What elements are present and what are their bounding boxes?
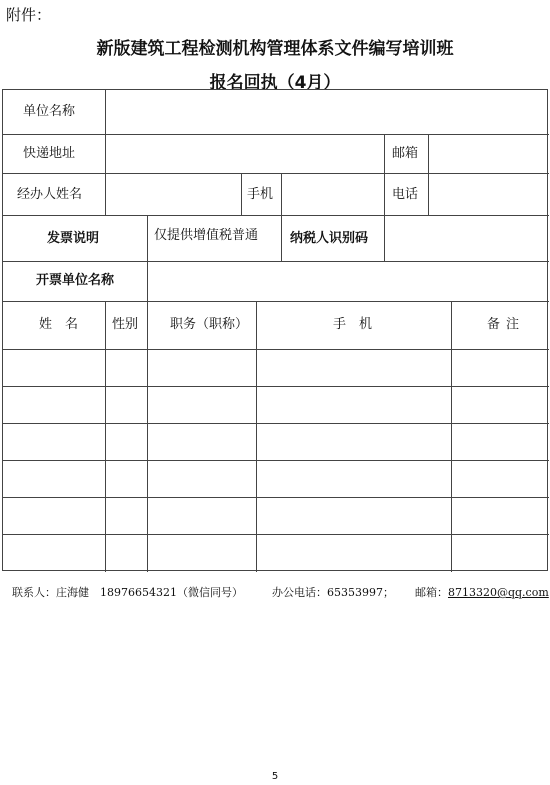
col-divider xyxy=(105,90,106,134)
label-phone: 电话 xyxy=(392,187,419,202)
col-divider xyxy=(451,301,452,572)
col-divider xyxy=(147,301,148,572)
label-unit-name: 单位名称 xyxy=(23,104,76,119)
label-address: 快递地址 xyxy=(23,146,76,161)
row-divider xyxy=(3,386,549,387)
col-divider xyxy=(384,173,385,215)
row-divider xyxy=(3,534,549,535)
footer-office-phone: 办公电话：65353997； xyxy=(271,586,394,599)
label-mobile: 手机 xyxy=(247,187,274,202)
col-divider xyxy=(105,134,106,173)
column-header-mobile: 手 机 xyxy=(333,317,373,332)
attachment-label: 附件： xyxy=(6,6,52,24)
footer-email-link[interactable]: 8713320@qq.com xyxy=(447,586,549,599)
page-number: 5 xyxy=(271,771,279,782)
document-subtitle: 报名回执（4月） xyxy=(209,73,341,93)
col-divider xyxy=(428,173,429,215)
column-header-remark: 备注 xyxy=(487,317,526,332)
label-tax-id: 纳税人识别码 xyxy=(290,231,369,246)
row-divider xyxy=(3,134,549,135)
footer-email-label: 邮箱： xyxy=(414,586,448,599)
row-divider xyxy=(3,460,549,461)
row-divider xyxy=(3,215,549,216)
row-divider xyxy=(3,261,549,262)
registration-form-table xyxy=(2,89,548,571)
footer-contact: 联系人：庄海健 18976654321（微信同号） xyxy=(12,586,243,599)
col-divider xyxy=(384,215,385,261)
col-divider xyxy=(428,134,429,173)
col-divider xyxy=(384,134,385,173)
row-divider xyxy=(3,423,549,424)
label-handler-name: 经办人姓名 xyxy=(17,187,83,202)
row-divider xyxy=(3,173,549,174)
col-divider xyxy=(281,215,282,261)
label-invoice-desc: 发票说明 xyxy=(47,231,100,246)
col-divider xyxy=(147,215,148,261)
row-divider xyxy=(3,349,549,350)
label-invoice-unit: 开票单位名称 xyxy=(36,273,115,288)
column-header-gender: 性别 xyxy=(112,317,139,332)
col-divider xyxy=(147,261,148,301)
row-divider xyxy=(3,301,549,302)
row-divider xyxy=(3,497,549,498)
col-divider xyxy=(256,301,257,572)
label-postcode: 邮箱 xyxy=(392,146,419,161)
document-title: 新版建筑工程检测机构管理体系文件编写培训班 xyxy=(96,39,454,59)
footer-contact-line xyxy=(12,584,549,600)
column-header-position: 职务（职称） xyxy=(170,317,249,332)
column-header-name: 姓 名 xyxy=(39,317,79,332)
col-divider xyxy=(281,173,282,215)
col-divider xyxy=(241,173,242,215)
col-divider xyxy=(105,301,106,572)
invoice-note: 仅提供增值税普通 xyxy=(154,228,259,243)
col-divider xyxy=(105,173,106,215)
